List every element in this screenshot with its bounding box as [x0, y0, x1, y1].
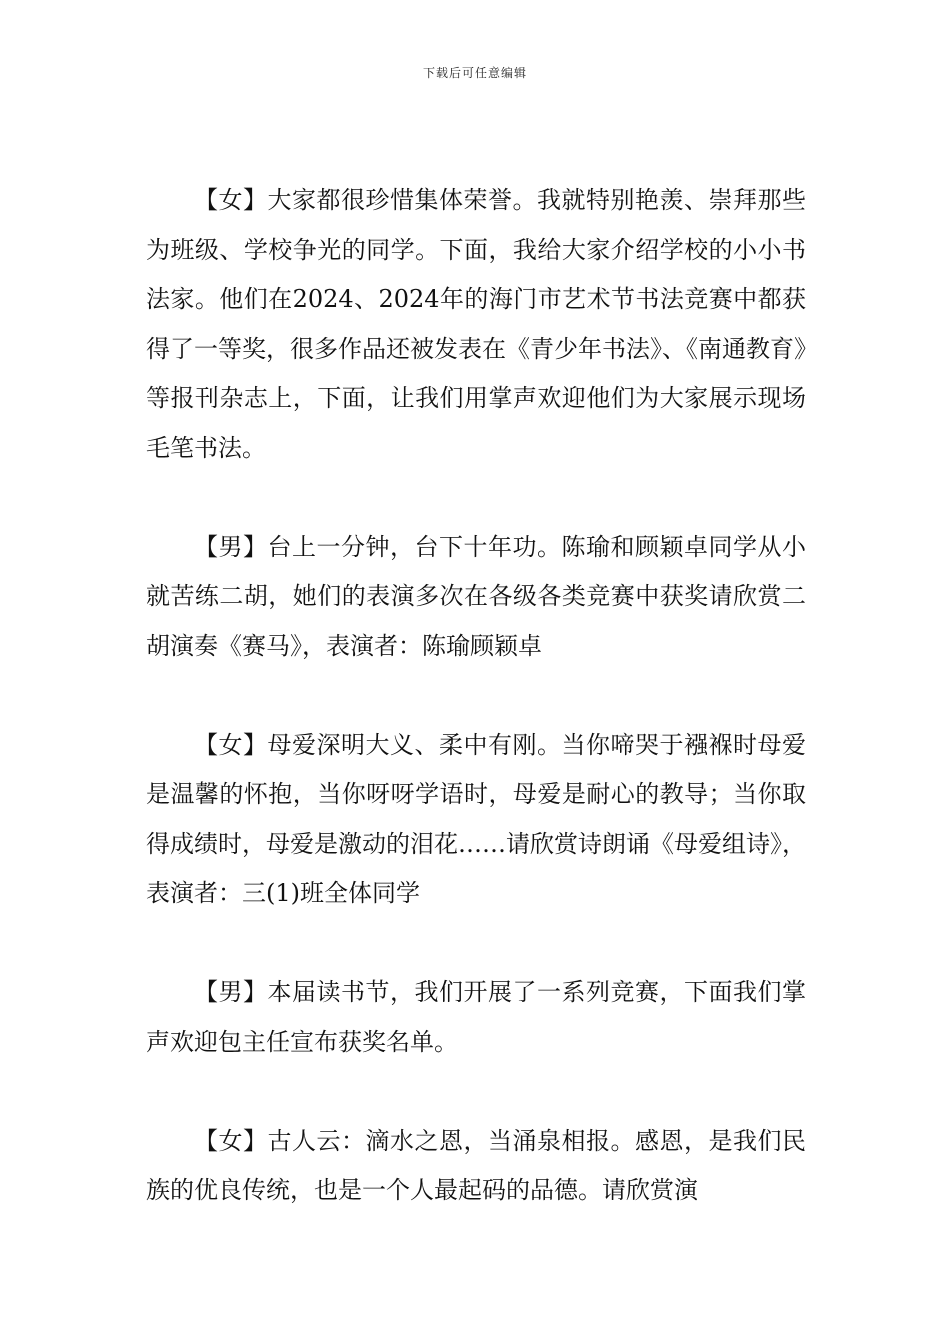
paragraph-2: 【男】台上一分钟，台下十年功。陈瑜和顾颖卓同学从小就苦练二胡，她们的表演多次在各级各类竞赛中获奖请欣赏二胡演奏《赛马》，表演者：陈瑜顾颖卓	[146, 532, 807, 660]
page-header-note: 下载后可任意编辑	[422, 66, 527, 80]
paragraph-4: 【男】本届读书节，我们开展了一系列竞赛，下面我们掌声欢迎包主任宣布获奖名单。	[146, 978, 806, 1056]
paragraph-1: 【女】大家都很珍惜集体荣誉。我就特别艳羡、崇拜那些为班级、学校争光的同学。下面，我给大家介绍学校的小小书法家。他们在2024、2024年的海门市艺术节书法竞赛中都获得了一等奖，很多作品还被发表在《青少年书法》、《南通教育》等报刊杂志上，下面，让我们用掌声欢迎他们为大家展示现场毛笔书法。	[146, 186, 807, 462]
paragraph-5: 【女】古人云：滴水之恩，当涌泉相报。感恩，是我们民族的优良传统，也是一个人最起码的品德。请欣赏演	[146, 1126, 806, 1204]
paragraph-3: 【女】母爱深明大义、柔中有刚。当你啼哭于襁褓时母爱是温馨的怀抱，当你呀呀学语时，母爱是耐心的教导；当你取得成绩时，母爱是激动的泪花……请欣赏诗朗诵《母爱组诗》，表演者：三(1)班全体同学	[146, 730, 807, 907]
document-body	[146, 176, 806, 1265]
